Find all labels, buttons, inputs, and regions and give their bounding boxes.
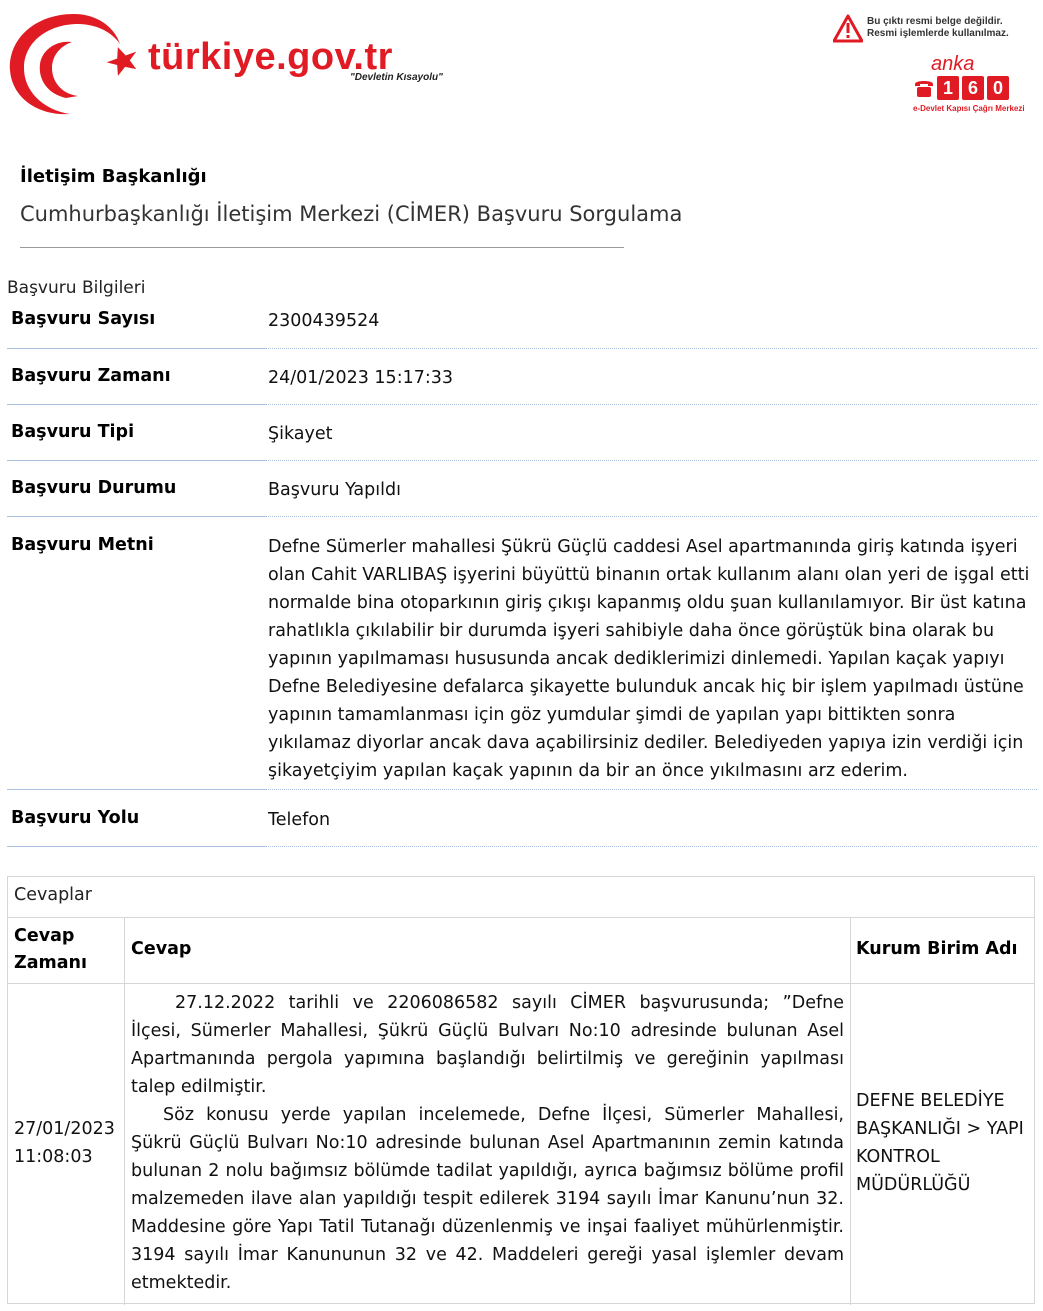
info-key: Başvuru Zamanı [11, 366, 171, 386]
row-divider [7, 846, 266, 847]
logo-slogan: "Devletin Kısayolu" [350, 72, 443, 83]
table-column-divider [124, 917, 125, 1305]
warning-line-2: Resmi işlemlerde kullanılmaz. [867, 28, 1009, 39]
row-divider [7, 348, 266, 349]
row-divider-dotted [266, 348, 1037, 349]
title-divider [20, 247, 624, 248]
organization-name: İletişim Başkanlığı [20, 166, 207, 187]
anka-caption: e-Devlet Kapısı Çağrı Merkezi [913, 104, 1025, 113]
info-value-text: Defne Sümerler mahallesi Şükrü Güçlü caddesi Asel apartmanında giriş katında işyeri olan Cahit VARLIBAŞ işyerini büyüttü binanın ortak kullanım alanı olan yeri de işgal etti normalde bina otoparkının giriş çıkışı kapanmış oldu şuan kullanılamıyor. Bir üst katına rahatlıkla çıkılabilir bir durumda işyeri sahibiyle daha önce görüştük bina olarak bu yapının yapılmaması hususunda ancak dediklerimizi dinlemedi. Yapılan kaçak yapıyı Defne Belediyesine defalarca şikayette bulunduk ancak hiç bir işlem yapılmadı üstüne yapının tamamlanması için göz yumdular şimdi de yapılan yapı bittikten sonra yıkılamaz diyorlar ancak dava açabilirsiniz dediler. Belediyeden yapıya izin verdiği için şikayetçiyim yapılan kaçak yapının da bir an önce yıkılmasını arz ederim. [268, 537, 1030, 781]
anka-word: anka [931, 53, 975, 75]
row-divider-dotted [266, 460, 1037, 461]
info-row-application-number [7, 309, 1037, 349]
answer-paragraph: 27.12.2022 tarihli ve 2206086582 sayılı CİMER başvurusunda; ”Defne İlçesi, Sümerler Mahallesi, Şükrü Güçlü Bulvarı No:10 adresinde bulunan Asel Apartmanında pergola yapımına başlandığı belirtilmiş ve gereğinin yapılması talep edilmiştir. [131, 993, 844, 1097]
info-row-application-channel [7, 808, 1037, 848]
row-divider [7, 516, 266, 517]
unofficial-warning [833, 14, 1033, 44]
info-value: 2300439524 [268, 311, 380, 331]
row-divider-dotted [266, 789, 1037, 790]
info-row-application-text [7, 535, 1037, 791]
info-value: Telefon [268, 810, 331, 830]
answer-unit: DEFNE BELEDİYE BAŞKANLIĞI > YAPI KONTROL MÜDÜRLÜĞÜ [856, 1091, 1024, 1195]
info-key: Başvuru Durumu [11, 478, 177, 498]
warning-line-1: Bu çıktı resmi belge değildir. [867, 16, 1003, 27]
info-value: Şikayet [268, 424, 333, 444]
answer-paragraph: Söz konusu yerde yapılan incelemede, Defne İlçesi, Sümerler Mahallesi, Şükrü Güçlü Bulvarı No:10 adresinde bulunan Asel Apartmanının zemin katında bulunan 2 nolu bağımsız bölümde tadilat yapıldığı, ayrıca bağımsız bölüme profil malzemeden ilave alan yapıldığı tespit edilerek 3194 sayılı İmar Kanunu’nun 32. Maddesine göre Yapı Tatil Tutanağı düzenlenmiş ve inşai faaliyet mühürlenmiştir. 3194 sayılı İmar Kanununun 32 ve 42. Maddeleri gereği yasal işlemler devam etmektedir. [131, 1105, 844, 1293]
column-header-answer: Cevap [131, 939, 192, 959]
anka-160-callcenter-badge [913, 54, 1033, 114]
info-row-application-time [7, 366, 1037, 406]
turkiye-gov-crescent-logo-icon [4, 6, 144, 118]
anka-digit: 0 [987, 76, 1009, 100]
row-divider-dotted [266, 516, 1037, 517]
row-divider-dotted [266, 846, 1037, 847]
anka-digit: 1 [937, 76, 959, 100]
answers-table [7, 876, 1035, 1304]
info-key: Başvuru Sayısı [11, 309, 156, 329]
table-divider [8, 917, 1034, 918]
row-divider [7, 789, 266, 790]
table-divider [8, 983, 1034, 984]
answer-time: 27/01/2023 11:08:03 [14, 1119, 115, 1167]
column-header-answer-time: Cevap Zamanı [14, 926, 87, 973]
telephone-icon [913, 78, 935, 98]
info-key: Başvuru Tipi [11, 422, 135, 442]
row-divider-dotted [266, 404, 1037, 405]
info-row-application-status [7, 478, 1037, 518]
anka-digit: 6 [962, 76, 984, 100]
info-key: Başvuru Metni [11, 535, 154, 555]
warning-triangle-icon [833, 14, 863, 44]
info-row-application-type [7, 422, 1037, 462]
anka-number [937, 76, 1009, 100]
row-divider [7, 404, 266, 405]
page-title: Cumhurbaşkanlığı İletişim Merkezi (CİMER) Başvuru Sorgulama [20, 202, 683, 226]
row-divider [7, 460, 266, 461]
info-value: Başvuru Yapıldı [268, 480, 401, 500]
table-column-divider [850, 917, 851, 1305]
answers-caption: Cevaplar [14, 885, 92, 905]
section-label-application-info: Başvuru Bilgileri [7, 278, 146, 298]
info-value: 24/01/2023 15:17:33 [268, 368, 454, 388]
logo-wordmark: türkiye.gov.tr [148, 36, 393, 78]
column-header-unit: Kurum Birim Adı [856, 939, 1018, 959]
info-key: Başvuru Yolu [11, 808, 140, 828]
answer-body [131, 989, 844, 1297]
